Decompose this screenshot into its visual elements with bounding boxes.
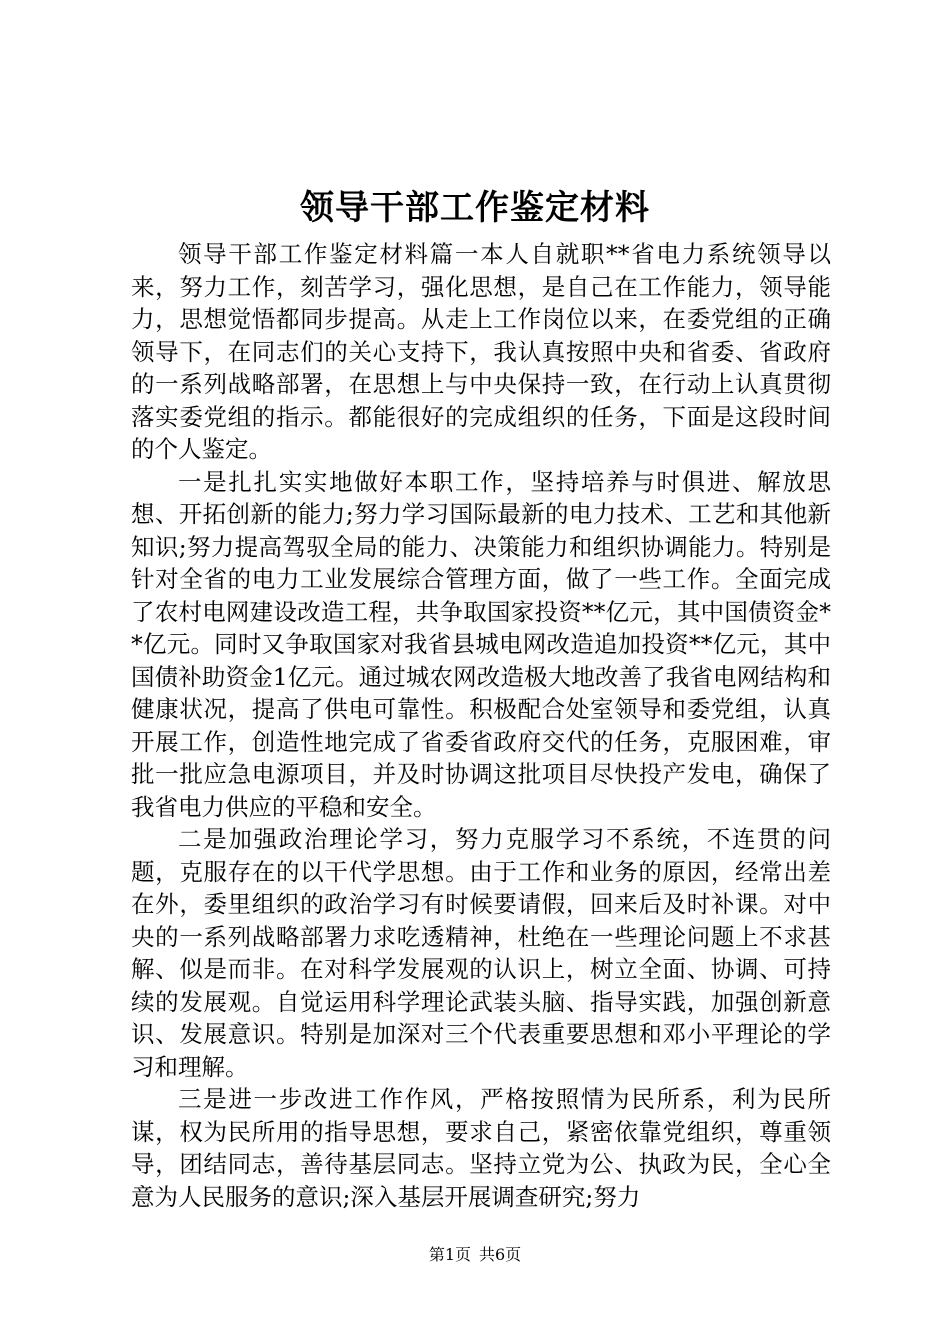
page-number-current: 第1页	[428, 1245, 471, 1264]
document-title: 领导干部工作鉴定材料	[300, 188, 650, 228]
page-number-total: 共6页	[479, 1245, 522, 1264]
paragraph-point-two: 二是加强政治理论学习，努力克服学习不系统，不连贯的问题，克服存在的以干代学思想。由于工作和业务的原因，经常出差在外，委里组织的政治学习有时候要请假，回来后及时补课。对中央的一系列战略部署力求吃透精神，杜绝在一些理论问题上不求甚解、似是而非。在对科学发展观的认识上，树立全面、协调、可持续的发展观。自觉运用科学理论武装头脑、指导实践，加强创新意识、发展意识。特别是加深对三个代表重要思想和邓小平理论的学习和理解。	[131, 825, 831, 1081]
document-body	[131, 238, 831, 1213]
paragraph-point-one: 一是扎扎实实地做好本职工作，坚持培养与时俱进、解放思想、开拓创新的能力;努力学习国际最新的电力技术、工艺和其他新知识;努力提高驾驭全局的能力、决策能力和组织协调能力。特别是针对全省的电力工业发展综合管理方面，做了一些工作。全面完成了农村电网建设改造工程，共争取国家投资**亿元，其中国债资金**亿元。同时又争取国家对我省县城电网改造追加投资**亿元，其中国债补助资金1亿元。通过城农网改造极大地改善了我省电网结构和健康状况，提高了供电可靠性。积极配合处室领导和委党组，认真开展工作，创造性地完成了省委省政府交代的任务，克服困难，审批一批应急电源项目，并及时协调这批项目尽快投产发电，确保了我省电力供应的平稳和安全。	[131, 467, 831, 821]
paragraph-point-three: 三是进一步改进工作作风，严格按照情为民所系，利为民所谋，权为民所用的指导思想，要求自己，紧密依靠党组织，尊重领导，团结同志，善待基层同志。坚持立党为公、执政为民，全心全意为人民服务的意识;深入基层开展调查研究;努力	[131, 1085, 831, 1211]
page-footer	[0, 1244, 950, 1266]
paragraph-intro: 领导干部工作鉴定材料篇一本人自就职**省电力系统领导以来，努力工作，刻苦学习，强化思想，是自己在工作能力，领导能力，思想觉悟都同步提高。从走上工作岗位以来，在委党组的正确领导下，在同志们的关心支持下，我认真按照中央和省委、省政府的一系列战略部署，在思想上与中央保持一致，在行动上认真贯彻落实委党组的指示。都能很好的完成组织的任务，下面是这段时间的个人鉴定。	[131, 240, 831, 463]
